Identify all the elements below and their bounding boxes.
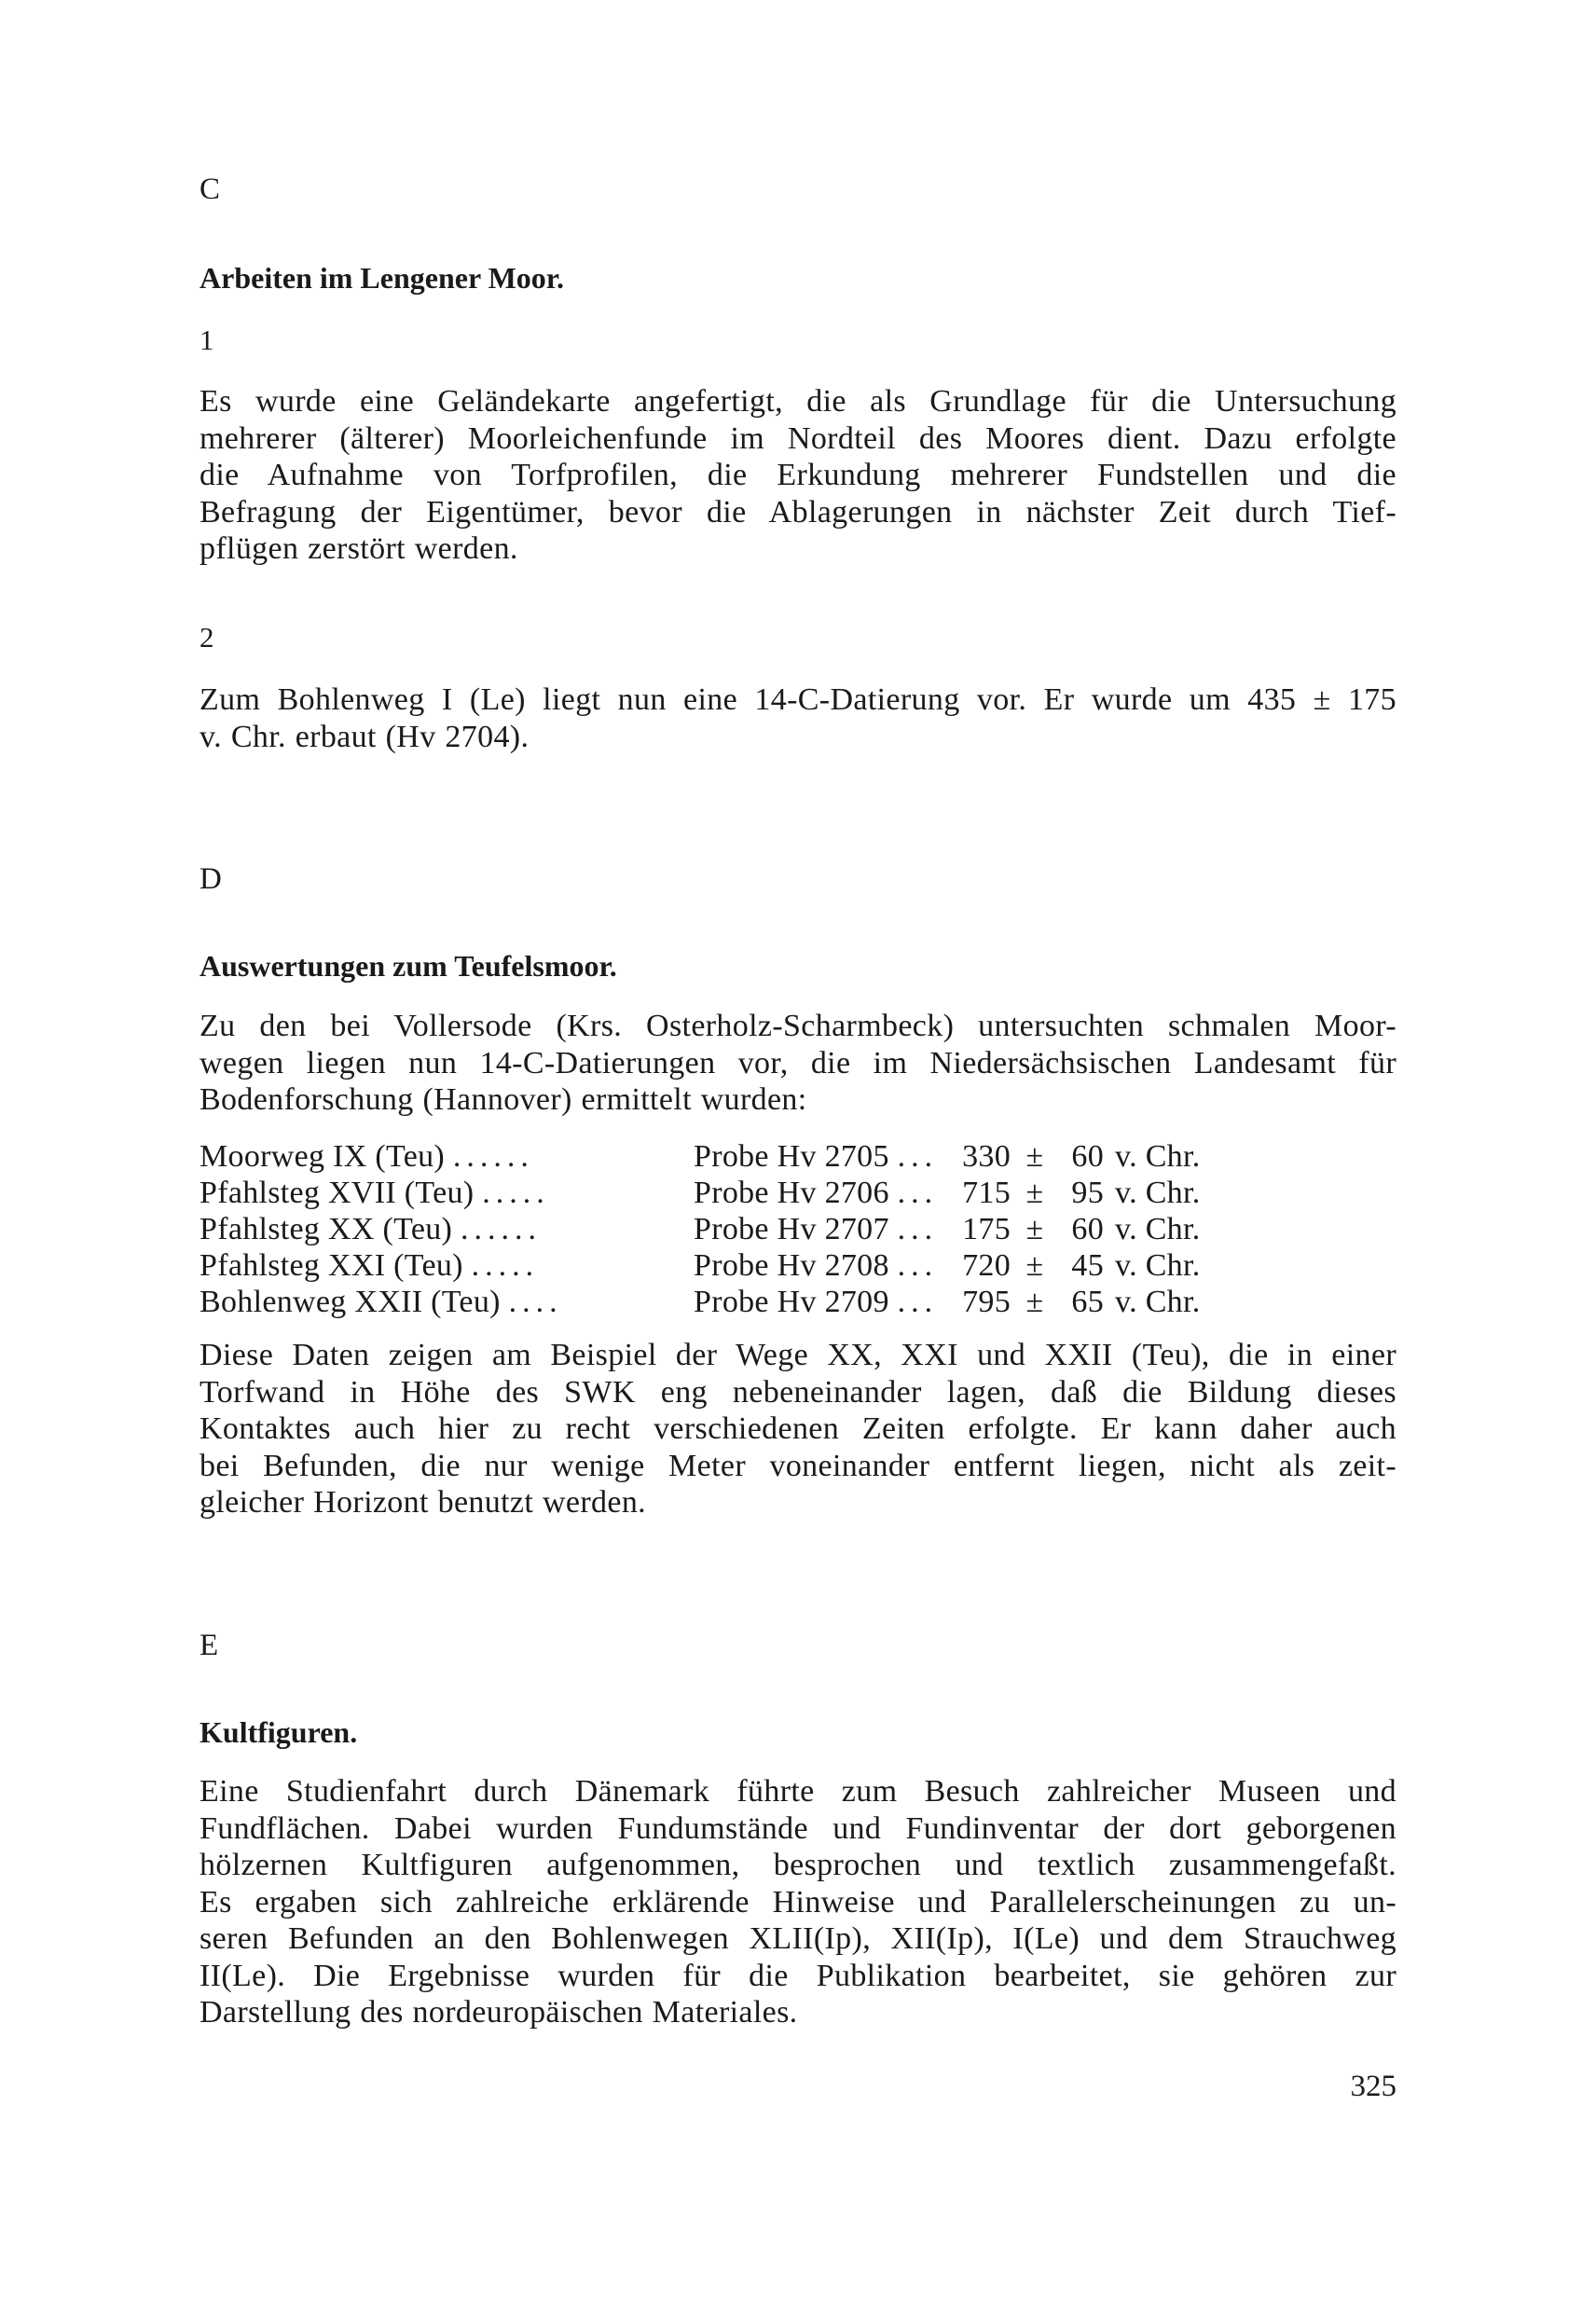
- date-error: 45: [1071, 1248, 1104, 1283]
- table-row: [200, 1138, 1281, 1175]
- probe-id: Probe Hv 2709: [694, 1285, 889, 1319]
- paragraph-c2: [200, 681, 1396, 755]
- section-heading-c: Arbeiten im Lengener Moor.: [200, 261, 565, 295]
- probe-cell: [694, 1175, 945, 1211]
- date-unit: v. Chr.: [1115, 1285, 1201, 1319]
- text-line: Darstellung des nordeuropäischen Materiales.: [200, 1995, 798, 2030]
- dating-table: [200, 1138, 1281, 1320]
- probe-cell: [694, 1284, 945, 1320]
- leader-dots: .....: [482, 1176, 550, 1210]
- date-value: 330: [962, 1139, 1011, 1174]
- site-name: Pfahlsteg XVII (Teu): [200, 1176, 475, 1210]
- text-line: Zu den bei Vollersode (Krs. Osterholz-Scharmbeck) untersuchten schmalen Moor-: [200, 1009, 1396, 1043]
- text-line: Kontaktes auch hier zu recht verschiedenen Zeiten erfolgte. Er kann daher auch: [200, 1411, 1396, 1446]
- text-line: die Aufnahme von Torfprofilen, die Erkundung mehrerer Fundstellen und die: [200, 458, 1396, 492]
- plus-minus-sign: ±: [1025, 1285, 1044, 1319]
- leader-dots: ...: [897, 1285, 939, 1319]
- text-line: Fundflächen. Dabei wurden Fundumstände und Fundinventar der dort geborgenen: [200, 1810, 1396, 1846]
- date-unit: v. Chr.: [1115, 1176, 1201, 1210]
- table-row: [200, 1175, 1281, 1211]
- probe-cell: [694, 1138, 945, 1175]
- section-letter-c: C: [200, 172, 222, 206]
- plus-minus-sign: ±: [1025, 1139, 1044, 1174]
- text-line: Torfwand in Höhe des SWK eng nebeneinander lagen, daß die Bildung dieses: [200, 1374, 1396, 1410]
- document-page: [200, 0, 1396, 2312]
- text-line: gleicher Horizont benutzt werden.: [200, 1485, 647, 1520]
- date-error: 65: [1071, 1285, 1104, 1319]
- table-row: [200, 1211, 1281, 1247]
- date-error: 60: [1071, 1212, 1104, 1246]
- text-line: wegen liegen nun 14-C-Datierungen vor, die im Niedersächsischen Landesamt für: [200, 1045, 1396, 1080]
- date-unit: v. Chr.: [1115, 1212, 1201, 1246]
- leader-dots: ...: [897, 1176, 939, 1210]
- site-cell: [200, 1284, 694, 1320]
- plus-minus-sign: ±: [1025, 1176, 1044, 1210]
- site-cell: [200, 1247, 694, 1284]
- text-line: II(Le). Die Ergebnisse wurden für die Publikation bearbeitet, sie gehören zur: [200, 1958, 1396, 1993]
- probe-cell: [694, 1247, 945, 1284]
- text-line: Befragung der Eigentümer, bevor die Ablagerungen in nächster Zeit durch Tief-: [200, 494, 1396, 530]
- date-value: 175: [962, 1212, 1011, 1246]
- paragraph-c1: [200, 383, 1396, 568]
- text-line: Bodenforschung (Hannover) ermittelt wurden:: [200, 1082, 807, 1117]
- page-number: 325: [1350, 2070, 1396, 2103]
- leader-dots: ......: [461, 1212, 542, 1246]
- table-row: [200, 1284, 1281, 1320]
- section-letter-e: E: [200, 1629, 220, 1662]
- date-value: 720: [962, 1248, 1011, 1283]
- date-value: 715: [962, 1176, 1011, 1210]
- paragraph-d-outro: [200, 1337, 1396, 1521]
- text-line: Eine Studienfahrt durch Dänemark führte zum Besuch zahlreicher Museen und: [200, 1774, 1396, 1809]
- section-heading-e: Kultfiguren.: [200, 1715, 358, 1749]
- probe-id: Probe Hv 2706: [694, 1176, 889, 1210]
- leader-dots: ....: [508, 1285, 563, 1319]
- section-heading-d: Auswertungen zum Teufelsmoor.: [200, 949, 617, 983]
- site-name: Moorweg IX (Teu): [200, 1139, 446, 1174]
- site-cell: [200, 1175, 694, 1211]
- probe-id: Probe Hv 2707: [694, 1212, 889, 1246]
- text-line: bei Befunden, die nur wenige Meter voneinander entfernt liegen, nicht als zeit-: [200, 1448, 1396, 1483]
- date-unit: v. Chr.: [1115, 1139, 1201, 1174]
- text-line: seren Befunden an den Bohlenwegen XLII(Ip), XII(Ip), I(Le) und dem Strauchweg: [200, 1921, 1396, 1956]
- date-error: 60: [1071, 1139, 1104, 1174]
- table-row: [200, 1247, 1281, 1284]
- text-line: mehrerer (älterer) Moorleichenfunde im Nordteil des Moores dient. Dazu erfolgte: [200, 420, 1396, 456]
- subsection-number-2: 2: [200, 621, 214, 654]
- leader-dots: ...: [897, 1248, 939, 1283]
- site-name: Pfahlsteg XXI (Teu): [200, 1248, 463, 1283]
- text-line: Es wurde eine Geländekarte angefertigt, die als Grundlage für die Untersuchung: [200, 384, 1396, 419]
- leader-dots: ......: [452, 1139, 534, 1174]
- date-error: 95: [1071, 1176, 1104, 1210]
- text-line: v. Chr. erbaut (Hv 2704).: [200, 719, 530, 754]
- leader-dots: ...: [897, 1212, 939, 1246]
- site-cell: [200, 1138, 694, 1175]
- leader-dots: ...: [897, 1139, 939, 1174]
- plus-minus-sign: ±: [1025, 1248, 1044, 1283]
- subsection-number-1: 1: [200, 323, 214, 356]
- text-line: pflügen zerstört werden.: [200, 531, 518, 566]
- probe-id: Probe Hv 2708: [694, 1248, 889, 1283]
- probe-id: Probe Hv 2705: [694, 1139, 889, 1174]
- site-name: Pfahlsteg XX (Teu): [200, 1212, 453, 1246]
- paragraph-e: [200, 1773, 1396, 2031]
- date-value: 795: [962, 1285, 1011, 1319]
- date-unit: v. Chr.: [1115, 1248, 1201, 1283]
- site-cell: [200, 1211, 694, 1247]
- text-line: Zum Bohlenweg I (Le) liegt nun eine 14-C-Datierung vor. Er wurde um 435 ± 175: [200, 682, 1396, 717]
- site-name: Bohlenweg XXII (Teu): [200, 1285, 501, 1319]
- leader-dots: .....: [471, 1248, 540, 1283]
- section-letter-d: D: [200, 862, 223, 896]
- paragraph-d-intro: [200, 1008, 1396, 1119]
- text-line: hölzernen Kultfiguren aufgenommen, besprochen und textlich zusammengefaßt.: [200, 1848, 1396, 1882]
- text-line: Es ergaben sich zahlreiche erklärende Hinweise und Parallelerscheinungen zu un-: [200, 1884, 1396, 1920]
- text-line: Diese Daten zeigen am Beispiel der Wege XX, XXI und XXII (Teu), die in einer: [200, 1338, 1396, 1372]
- plus-minus-sign: ±: [1025, 1212, 1044, 1246]
- probe-cell: [694, 1211, 945, 1247]
